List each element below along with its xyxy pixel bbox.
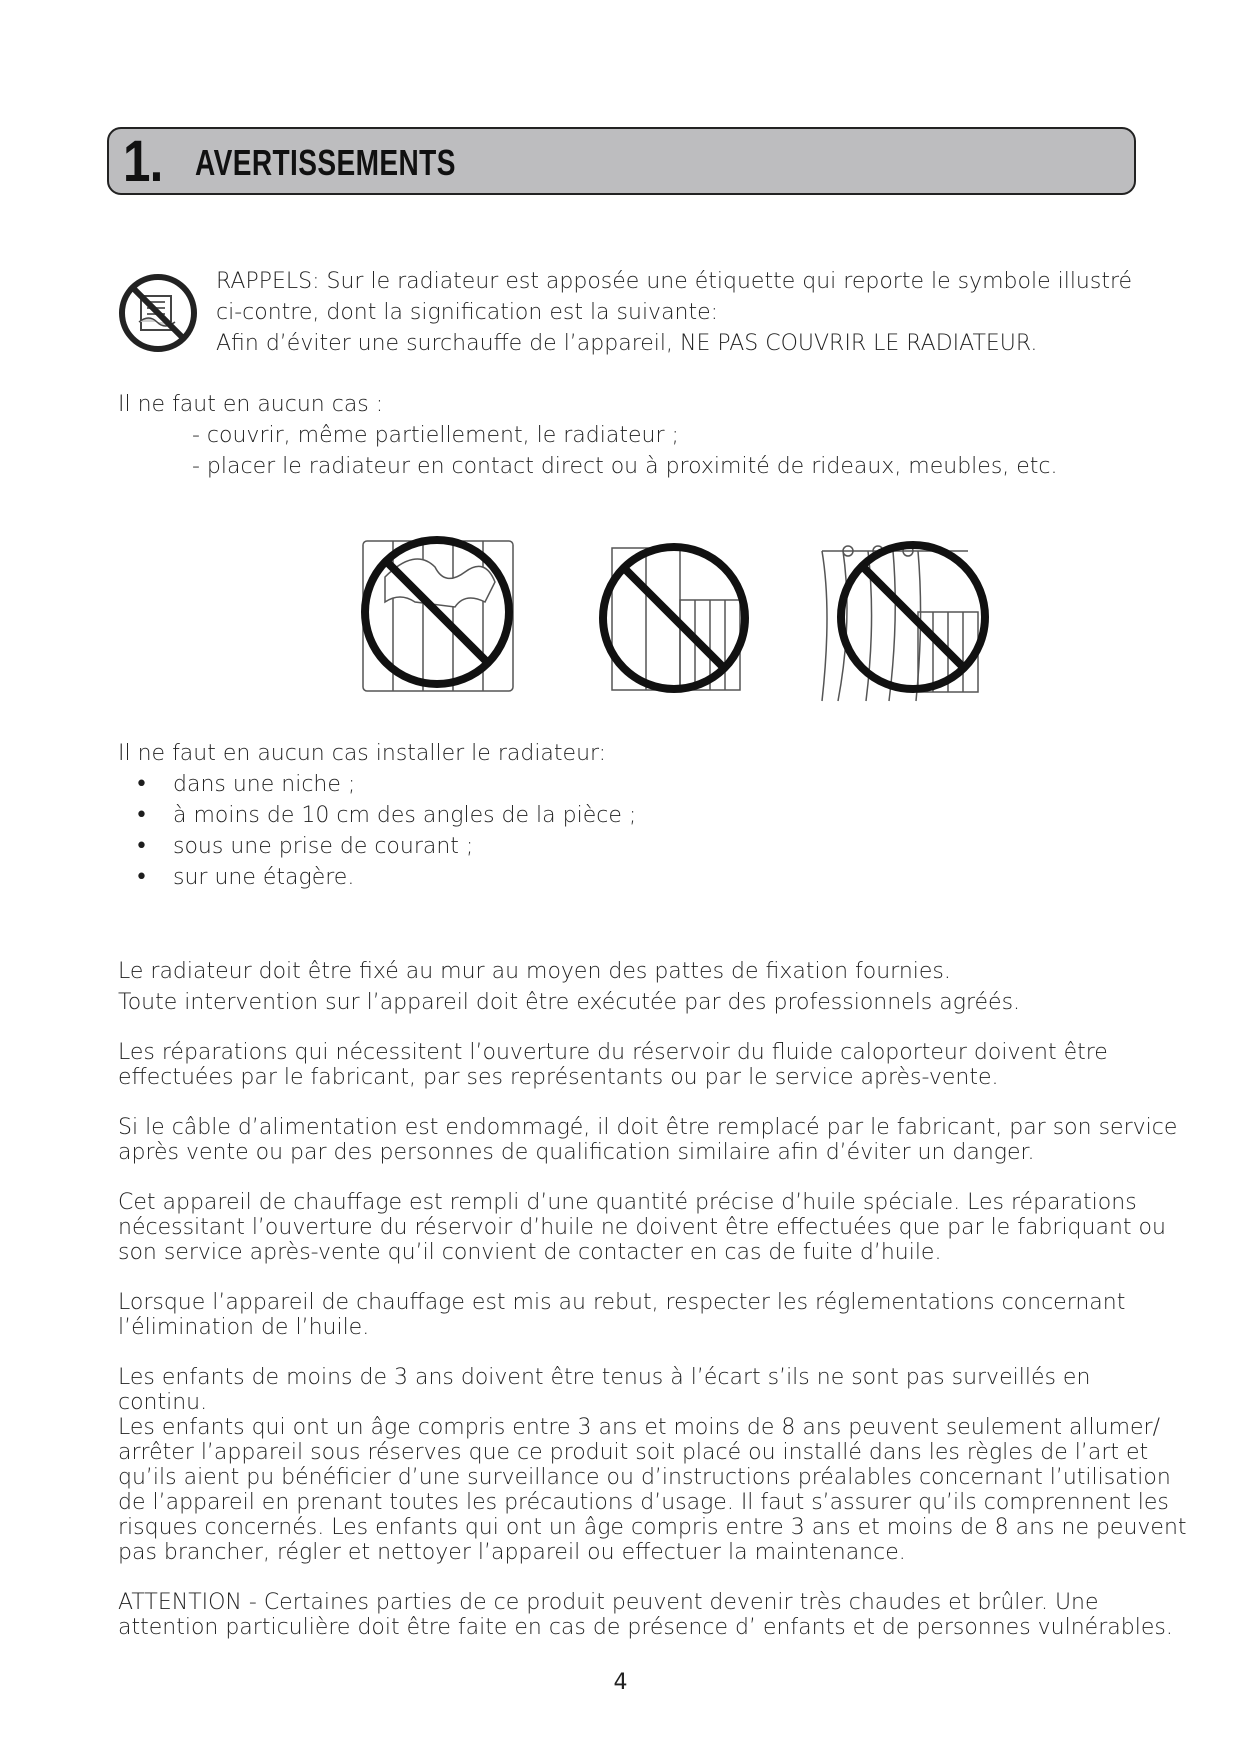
children-line: risques concernés. Les enfants qui ont un âge compris entre 3 ans et moins de 8 ans ne peuvent <box>118 1515 1187 1540</box>
oil-line: nécessitant l’ouverture du réservoir d’huile ne doivent être effectuées que par le fabriquant ou <box>118 1215 1166 1240</box>
reminder-line-3: Afin d’éviter une surchauffe de l’appareil, NE PAS COUVRIR LE RADIATEUR. <box>216 331 1038 356</box>
radiator-near-curtains-prohibited-icon <box>818 537 993 702</box>
children-line: Les enfants qui ont un âge compris entre 3 ans et moins de 8 ans peuvent seulement allumer/ <box>118 1415 1161 1440</box>
repairs-line: Les réparations qui nécessitent l’ouverture du réservoir du fluide caloporteur doivent être <box>118 1040 1108 1065</box>
children-line: arrêter l’appareil sous réserves que ce produit soit placé ou installé dans les règles de l’art et <box>118 1440 1149 1465</box>
children-line: continu. <box>118 1390 208 1415</box>
no-cover-icon <box>117 272 199 354</box>
page-number: 4 <box>613 1670 628 1695</box>
children-line: pas brancher, régler et nettoyer l’appareil ou effectuer la maintenance. <box>118 1540 906 1565</box>
installation-item: sous une prise de courant ; <box>173 834 474 859</box>
covered-radiator-prohibited-icon <box>355 527 525 702</box>
bullet: • <box>135 865 148 890</box>
installation-item: dans une niche ; <box>173 772 356 797</box>
oil-line: Cet appareil de chauffage est rempli d’une quantité précise d’huile spéciale. Les réparations <box>118 1190 1137 1215</box>
attention-line: attention particulière doit être faite en cas de présence d’ enfants et de personnes vulnérables. <box>118 1615 1173 1640</box>
children-line: Les enfants de moins de 3 ans doivent être tenus à l’écart s’ils ne sont pas surveillés en <box>118 1365 1091 1390</box>
section-header <box>107 127 1136 195</box>
cable-line: Si le câble d’alimentation est endommagé, il doit être remplacé par le fabricant, par son service <box>118 1115 1178 1140</box>
fixing-line: Toute intervention sur l’appareil doit être exécutée par des professionnels agréés. <box>118 990 1021 1015</box>
section-title: AVERTISSEMENTS <box>195 142 456 183</box>
attention-line: ATTENTION - Certaines parties de ce produit peuvent devenir très chaudes et brûler. Une <box>118 1590 1099 1615</box>
prohibitions-intro: Il ne faut en aucun cas : <box>118 392 384 417</box>
section-number: 1. <box>123 129 163 194</box>
bullet: • <box>135 772 148 797</box>
disposal-line: Lorsque l’appareil de chauffage est mis au rebut, respecter les réglementations concernant <box>118 1290 1126 1315</box>
repairs-line: effectuées par le fabricant, par ses représentants ou par le service après-vente. <box>118 1065 999 1090</box>
prohibition-item: - couvrir, même partiellement, le radiateur ; <box>192 423 679 448</box>
installation-item: sur une étagère. <box>173 865 355 890</box>
children-line: de l’appareil en prenant toutes les précautions d’usage. Il faut s’assurer qu’ils comprennent les <box>118 1490 1169 1515</box>
reminder-line-2: ci-contre, dont la signification est la suivante: <box>216 300 719 325</box>
oil-line: son service après-vente qu’il convient de contacter en cas de fuite d’huile. <box>118 1240 942 1265</box>
bullet: • <box>135 803 148 828</box>
radiator-near-furniture-prohibited-icon <box>594 540 754 705</box>
prohibition-item: - placer le radiateur en contact direct ou à proximité de rideaux, meubles, etc. <box>192 454 1058 479</box>
cable-line: après vente ou par des personnes de qualification similaire afin d’éviter un danger. <box>118 1140 1035 1165</box>
installation-intro: Il ne faut en aucun cas installer le radiateur: <box>118 741 607 766</box>
reminder-line-1: RAPPELS: Sur le radiateur est apposée une étiquette qui reporte le symbole illustré <box>216 269 1133 294</box>
children-line: qu’ils aient pu bénéficier d’une surveillance ou d’instructions préalables concernant l’utilisation <box>118 1465 1171 1490</box>
fixing-line: Le radiateur doit être fixé au mur au moyen des pattes de fixation fournies. <box>118 959 951 984</box>
installation-item: à moins de 10 cm des angles de la pièce ; <box>173 803 637 828</box>
disposal-line: l’élimination de l’huile. <box>118 1315 370 1340</box>
bullet: • <box>135 834 148 859</box>
